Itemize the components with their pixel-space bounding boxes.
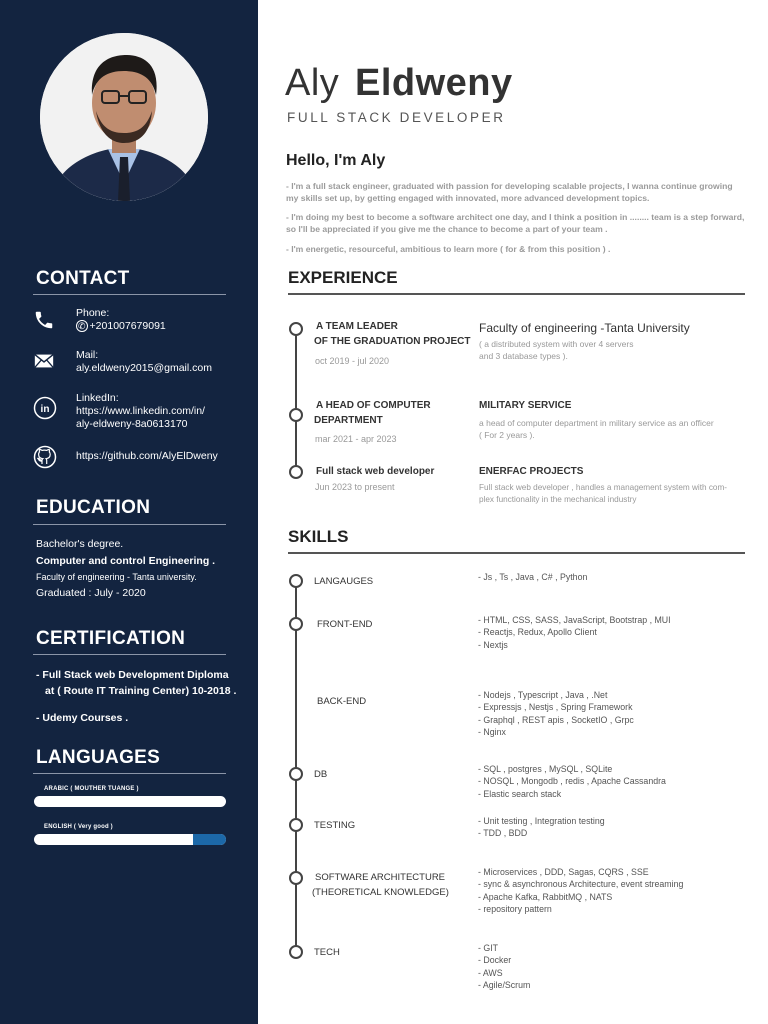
skill-category-db: DB xyxy=(314,769,328,780)
languages-divider xyxy=(33,773,226,774)
experience-1-date: oct 2019 - jul 2020 xyxy=(315,356,390,366)
skill-entry: - Apache Kafka, RabbitMQ , NATS xyxy=(478,891,613,902)
job-title: FULL STACK DEVELOPER xyxy=(287,110,506,125)
skill-category-architecture: SOFTWARE ARCHITECTURE xyxy=(315,872,446,883)
education-faculty: Faculty of engineering - Tanta university. xyxy=(36,572,197,582)
skill-list-db xyxy=(478,763,666,800)
skill-entry: - Microservices , DDD, Sagas, CQRS , SSE xyxy=(478,867,649,877)
skill-category-frontend: FRONT-END xyxy=(317,619,373,630)
contact-heading: CONTACT xyxy=(36,268,130,289)
skill-list-architecture xyxy=(478,866,683,915)
experience-2-title-line2: DEPARTMENT xyxy=(314,415,383,426)
education-major: Computer and control Engineering . xyxy=(36,555,216,567)
phone-value xyxy=(76,320,166,333)
mail-label: Mail: xyxy=(76,349,99,361)
certification-item-1-line2: at ( Route IT Training Center) 10-2018 . xyxy=(45,685,237,697)
education-degree: Bachelor's degree. xyxy=(36,538,124,550)
language-label-english: ENGLISH ( Very good ) xyxy=(44,824,113,830)
timeline-marker xyxy=(289,767,303,781)
experience-3-title: Full stack web developer xyxy=(316,466,435,477)
timeline-marker xyxy=(289,322,303,336)
skill-entry: - Unit testing , Integration testing xyxy=(478,816,605,826)
certification-item-1-line1: - Full Stack web Development Diploma xyxy=(36,669,229,681)
skill-category-tech: TECH xyxy=(314,947,340,958)
skill-category-testing: TESTING xyxy=(314,820,356,831)
skill-entry: - TDD , BDD xyxy=(478,828,528,839)
github-url[interactable]: https://github.com/AlyElDweny xyxy=(76,450,218,462)
experience-2-title-line1: A HEAD OF COMPUTER xyxy=(316,400,431,411)
sidebar xyxy=(0,0,258,1024)
skill-category-architecture-note: (THEORETICAL KNOWLEDGE) xyxy=(312,887,449,898)
timeline-marker xyxy=(289,465,303,479)
certification-heading: CERTIFICATION xyxy=(36,628,186,649)
skill-entry: - Nextjs xyxy=(478,639,508,650)
timeline-marker xyxy=(289,408,303,422)
skill-entry: - Docker xyxy=(478,955,512,966)
svg-text:in: in xyxy=(40,404,50,415)
timeline-marker xyxy=(289,945,303,959)
experience-3-desc-line2: plex functionality in the mechanical industry xyxy=(479,495,637,504)
skill-entry: - Nginx xyxy=(478,726,506,737)
experience-timeline xyxy=(295,330,297,472)
experience-1-title-line2: OF THE GRADUATION PROJECT xyxy=(314,336,471,347)
skill-list-backend xyxy=(478,689,634,738)
language-bar-arabic xyxy=(34,796,226,807)
skill-category-languages: LANGAUGES xyxy=(314,576,374,587)
skill-entry: - Elastic search stack xyxy=(478,788,562,799)
certification-divider xyxy=(33,654,226,655)
first-name: Aly xyxy=(285,62,340,104)
skill-list-languages xyxy=(478,571,587,583)
experience-2-desc-line2: ( For 2 years ). xyxy=(479,430,535,440)
timeline-marker xyxy=(289,871,303,885)
linkedin-url-line2[interactable]: aly-eldweny-8a0613170 xyxy=(76,418,188,430)
skill-entry: - Js , Ts , Java , C# , Python xyxy=(478,572,588,582)
experience-3-org: ENERFAC PROJECTS xyxy=(479,466,584,477)
skill-list-testing xyxy=(478,815,605,840)
education-graduated: Graduated : July - 2020 xyxy=(36,587,146,599)
intro-paragraph-3: - I'm energetic, resourceful, ambitious to learn more ( for & from this position ) . xyxy=(286,244,611,254)
whatsapp-icon: ✆ xyxy=(78,321,86,331)
skill-entry: - Graphql , REST apis , SocketIO , Grpc xyxy=(478,714,634,725)
intro-paragraph-1: - I'm a full stack engineer, graduated with passion for developing scalable projects, I wanna continue growing my skills set up, by getting engaged with innovated, more advanced development topics. xyxy=(286,181,733,203)
skill-category-backend: BACK-END xyxy=(317,696,367,707)
skill-entry: - AWS xyxy=(478,967,503,978)
main-content xyxy=(258,0,768,1024)
skill-entry: - sync & asynchronous Architecture, event streaming xyxy=(478,879,684,890)
skill-entry: - NOSQL , Mongodb , redis , Apache Cassandra xyxy=(478,776,666,787)
language-label-arabic: ARABIC ( MOUTHER TUANGE ) xyxy=(44,786,139,792)
experience-3-desc-line1: Full stack web developer , handles a management system with com- xyxy=(479,483,728,492)
phone-icon xyxy=(33,309,55,331)
phone-number: +201007679091 xyxy=(89,320,166,332)
timeline-marker xyxy=(289,574,303,588)
skill-entry: - SQL , postgres , MySQL , SQLite xyxy=(478,764,613,774)
language-bar-remainder xyxy=(193,834,226,845)
contact-divider xyxy=(33,294,226,295)
experience-1-org: Faculty of engineering -Tanta University xyxy=(479,321,690,335)
skill-entry: - Agile/Scrum xyxy=(478,979,531,990)
experience-1-desc-line1: ( a distributed system with over 4 servers xyxy=(479,339,634,349)
github-icon xyxy=(33,445,55,467)
experience-1-title-line1: A TEAM LEADER xyxy=(316,321,398,332)
experience-divider xyxy=(288,293,745,295)
skills-divider xyxy=(288,552,745,554)
skill-list-frontend xyxy=(478,614,671,651)
languages-heading: LANGUAGES xyxy=(36,747,161,768)
education-heading: EDUCATION xyxy=(36,497,151,518)
experience-3-date: Jun 2023 to present xyxy=(315,482,395,492)
mail-value[interactable]: aly.eldweny2015@gmail.com xyxy=(76,362,212,374)
linkedin-url-line1[interactable]: https://www.linkedin.com/in/ xyxy=(76,405,205,417)
skills-timeline xyxy=(295,580,297,952)
education-divider xyxy=(33,524,226,525)
timeline-marker xyxy=(289,617,303,631)
experience-2-date: mar 2021 - apr 2023 xyxy=(315,434,397,444)
skill-entry: - Nodejs , Typescript , Java , .Net xyxy=(478,690,608,700)
skill-list-tech xyxy=(478,942,530,991)
skills-heading: SKILLS xyxy=(288,527,349,546)
linkedin-label: LinkedIn: xyxy=(76,392,119,404)
skill-entry: - Reactjs, Redux, Apollo Client xyxy=(478,627,597,638)
skill-entry: - HTML, CSS, SASS, JavaScript, Bootstrap , MUI xyxy=(478,615,671,625)
profile-photo xyxy=(40,33,208,201)
intro-paragraph-2: - I'm doing my best to become a software architect one day, and I think a position in ........ team is a step forward, so I'll be appreciated if you give me the chance to become a part of your team . xyxy=(286,212,745,234)
phone-label: Phone: xyxy=(76,307,110,319)
experience-heading: EXPERIENCE xyxy=(288,268,398,287)
skill-entry: - Expressjs , Nestjs , Spring Framework xyxy=(478,702,633,713)
language-bar-english xyxy=(34,834,226,845)
experience-2-desc-line1: a head of computer department in military service as an officer xyxy=(479,418,714,428)
mail-icon xyxy=(33,350,55,372)
last-name: Eldweny xyxy=(355,62,513,104)
linkedin-icon xyxy=(33,396,55,418)
skill-entry: - GIT xyxy=(478,943,499,953)
skill-entry: - repository pattern xyxy=(478,903,552,914)
experience-2-org: MILITARY SERVICE xyxy=(479,400,572,411)
experience-1-desc-line2: and 3 database types ). xyxy=(479,351,568,361)
greeting: Hello, I'm Aly xyxy=(286,152,386,169)
certification-item-2: - Udemy Courses . xyxy=(36,712,129,724)
timeline-marker xyxy=(289,818,303,832)
